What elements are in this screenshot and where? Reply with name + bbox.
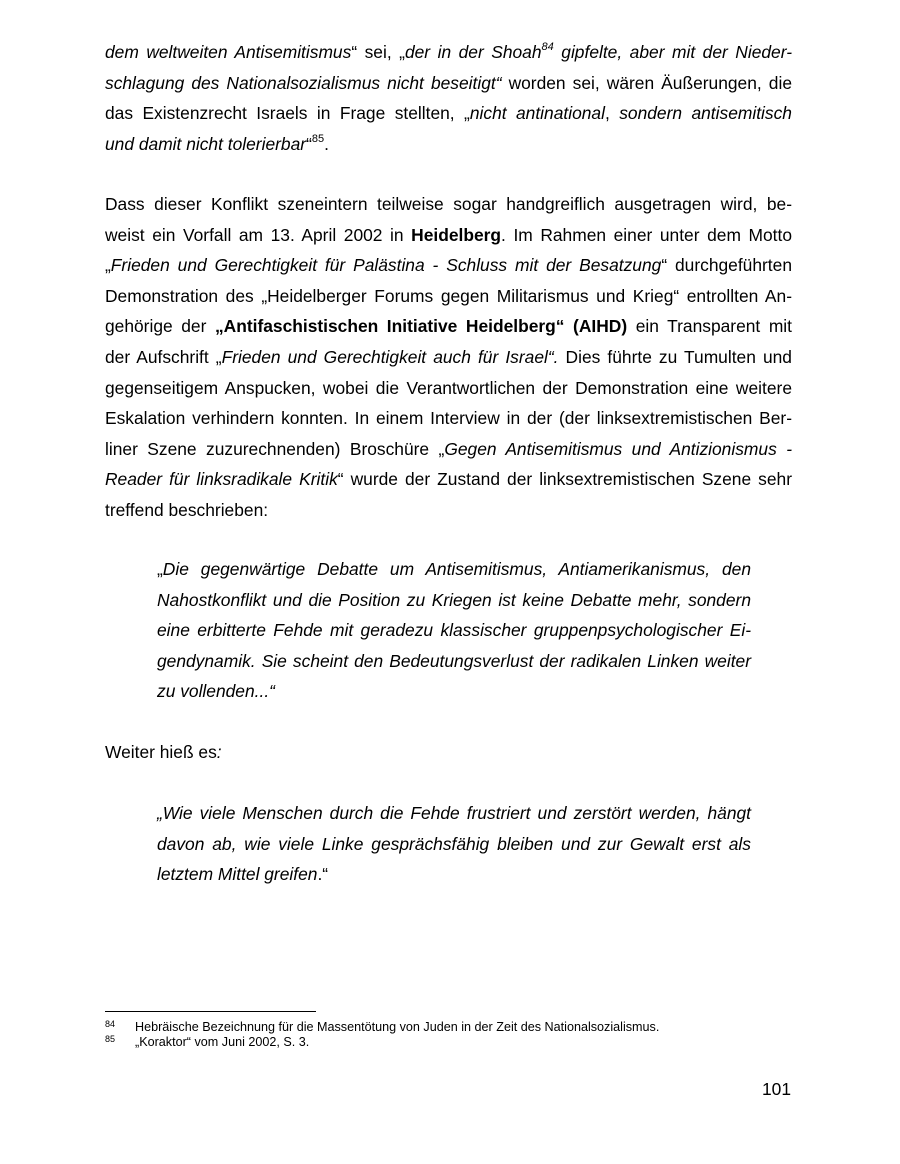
text-line: der Aufschrift „Frieden und Gerechtigkeit auch für Israel“. Dies führte zu Tumulten und xyxy=(105,346,792,367)
text-line: Dass dieser Konflikt szeneintern teilweise sogar handgreiflich ausgetragen wird, be- xyxy=(105,194,792,214)
footnote-text: Hebräische Bezeichnung für die Massentötung von Juden in der Zeit des Nationalsozialismus. xyxy=(135,1020,660,1034)
footnote-ref-84[interactable]: 84 xyxy=(541,41,554,54)
text-line: Demonstration des „Heidelberger Forums gegen Militarismus und Krieg“ entrollten An- xyxy=(105,285,792,306)
place-name-heidelberg: Heidelberg xyxy=(411,224,502,245)
page-number: 101 xyxy=(761,1079,791,1099)
text-line: Eskalation verhindern konnten. In einem Interview in der (der linksextremistischen Ber- xyxy=(105,408,792,429)
text-line: zu vollenden...“ xyxy=(157,681,275,702)
text-line: davon ab, wie viele Linke gesprächsfähig bleiben und zur Gewalt erst als xyxy=(157,833,751,854)
text-line: weist ein Vorfall am 13. April 2002 in Heidelberg. Im Rahmen einer unter dem Motto xyxy=(105,224,792,245)
footnote-number: 84 xyxy=(105,1019,116,1029)
footnote-text: „Koraktor“ vom Juni 2002, S. 3. xyxy=(135,1035,310,1049)
text-line: letztem Mittel greifen.“ xyxy=(157,864,329,885)
text-line: das Existenzrecht Israels in Frage stellten, „nicht antinational, sondern antisemitisch xyxy=(105,103,792,124)
text-line: Nahostkonflikt und die Position zu Kriegen ist keine Debatte mehr, sondern xyxy=(157,589,751,610)
paragraph-1 xyxy=(105,37,792,159)
text-line: dem weltweiten Antisemitismus“ sei, „der in der Shoah$^{84}$ gipfelte, aber mit der Nieder- xyxy=(105,41,792,62)
organization-name-aihd: „Antifaschistischen Initiative Heidelberg“ (AIHD) xyxy=(214,316,628,337)
text-line: treffend beschrieben: xyxy=(105,499,269,520)
text-line: liner Szene zuzurechnenden) Broschüre „Gegen Antisemitismus und Antizionismus - xyxy=(105,438,792,459)
text-line: Weiter hieß es: xyxy=(105,742,222,762)
footnote-ref-85[interactable]: 85 xyxy=(311,132,325,145)
text-line: eine erbitterte Fehde mit geradezu klassischer gruppenpsychologischer Ei- xyxy=(157,620,751,641)
text-line: gehörige der „Antifaschistischen Initiative Heidelberg“ (AIHD) ein Transparent mit xyxy=(105,316,792,337)
text-line: Reader für linksradikale Kritik“ wurde der Zustand der linksextremistischen Szene sehr xyxy=(105,469,792,490)
block-quote-1 xyxy=(157,554,751,707)
text-line: „Frieden und Gerechtigkeit für Palästina - Schluss mit der Besatzung“ durchgeführten xyxy=(105,255,792,276)
transition-text xyxy=(105,737,792,768)
text-line: „Die gegenwärtige Debatte um Antisemitismus, Antiamerikanismus, den xyxy=(157,559,751,579)
footnote-separator xyxy=(105,1011,316,1012)
text-line: „Wie viele Menschen durch die Fehde frustriert und zerstört werden, hängt xyxy=(157,803,751,823)
paragraph-2 xyxy=(105,189,792,526)
text-line: gendynamik. Sie scheint den Bedeutungsverlust der radikalen Linken weiter xyxy=(157,650,751,671)
text-line: schlagung des Nationalsozialismus nicht beseitigt“ worden sei, wären Äußerungen, die xyxy=(105,72,792,93)
footnote-number: 85 xyxy=(105,1034,116,1044)
block-quote-2 xyxy=(157,798,751,890)
text-line: und damit nicht tolerierbar“$^{85}$. xyxy=(105,132,329,154)
text-line: gegenseitigem Anspucken, wobei die Verantwortlichen der Demonstration eine weitere xyxy=(105,377,792,398)
